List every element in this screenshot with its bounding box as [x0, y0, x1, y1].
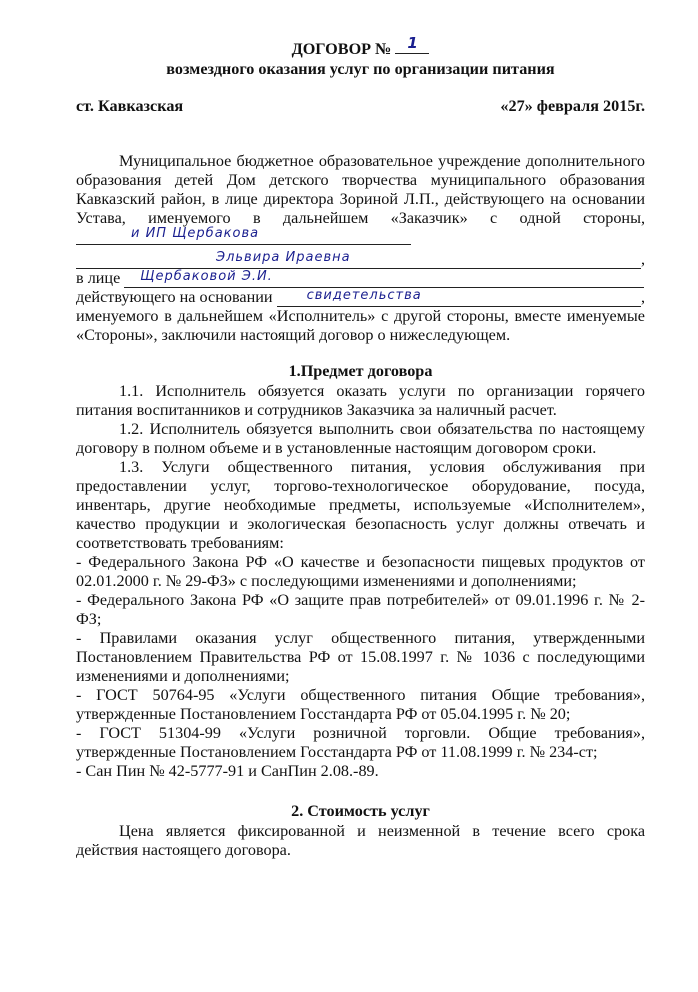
- document-page: [76, 36, 645, 860]
- requirement-item: - Федерального Закона РФ «О качестве и безопасности пищевых продуктов от 02.01.2000 г. № 29-ФЗ» с последующими изменениями и дополнениями;: [76, 553, 645, 590]
- requirement-item: - ГОСТ 50764-95 «Услуги общественного питания Общие требования», утвержденные Постановлением Госстандарта РФ от 05.04.1995 г. № 20;: [76, 686, 645, 723]
- line-4-end: ,: [640, 288, 645, 306]
- requirement-item: - Правилами оказания услуг общественного питания, утвержденными Постановлением Правительства РФ от 15.08.1997 г. № 1036 с последующими изменениями и дополнениями;: [76, 629, 645, 685]
- title-text: ДОГОВОР №: [291, 40, 392, 58]
- document-title: [76, 36, 645, 59]
- contractor-name-handwritten-2: Эльвира Ираевна: [216, 250, 351, 265]
- section-2-title: 2. Стоимость услуг: [291, 802, 430, 820]
- contractor-name-handwritten: и ИП Щербакова: [131, 226, 260, 241]
- document-subtitle: возмездного оказания услуг по организации питания: [166, 60, 555, 78]
- place: ст. Кавказская: [76, 97, 184, 115]
- representative-handwritten: Щербаковой Э.И.: [140, 269, 273, 284]
- representative-label: в лице: [76, 269, 121, 287]
- contractor-name-field: [76, 228, 411, 245]
- spacer: [76, 116, 645, 152]
- clause-1-2: 1.2. Исполнитель обязуется выполнить свои обязательства по настоящему договору в полном объеме и в установленные настоящим договором сроки.: [76, 420, 645, 457]
- clause-2-1: Цена является фиксированной и неизменной в течение всего срока действия настоящего договора.: [76, 822, 645, 859]
- contract-number-field: [395, 36, 429, 54]
- basis-field: [277, 290, 641, 307]
- contract-date: «27» февраля 2015г.: [500, 97, 645, 115]
- section-1-title: 1.Предмет договора: [288, 362, 433, 380]
- place-date-row: [76, 97, 645, 116]
- requirement-item: - ГОСТ 51304-99 «Услуги розничной торговли. Общие требования», утвержденные Постановлением Госстандарта РФ от 11.08.1999 г. № 234-ст;: [76, 724, 645, 761]
- intro-paragraph: [76, 152, 645, 250]
- requirement-item: - Федерального Закона РФ «О защите прав потребителей» от 09.01.1996 г. № 2-ФЗ;: [76, 591, 645, 628]
- requirement-item: - Сан Пин № 42-5777-91 и СанПин 2.08.-89.: [76, 762, 379, 780]
- clause-1-1: 1.1. Исполнитель обязуется оказать услуги по организации горячего питания воспитанников и сотрудников Заказчика за наличный расчет.: [76, 382, 645, 419]
- contract-number-handwritten: 1: [407, 34, 419, 52]
- line-2-end: ,: [640, 250, 645, 268]
- intro-text: Муниципальное бюджетное образовательное учреждение дополнительного образования детей Дом детского творчества муниципального образования Кавказский район, в лице директора Зориной Л.П., действующего на основании Устава, именуемого в дальнейшем «Заказчик» с одной стороны,: [76, 152, 645, 227]
- basis-handwritten: свидетельства: [306, 288, 422, 303]
- basis-label: действующего на основании: [76, 288, 273, 306]
- clause-1-3: 1.3. Услуги общественного питания, условия обслуживания при предоставлении услуг, торгово-технологическое оборудование, посуда, инвентарь, другие необходимые предметы, используемые «Исполнителем», качество продукции и экологическая безопасность услуг должны отвечать и соответствовать требованиям:: [76, 458, 645, 552]
- intro-paragraph-2: именуемого в дальнейшем «Исполнитель» с другой стороны, вместе именуемые «Стороны», заключили настоящий договор о нижеследующем.: [76, 307, 645, 344]
- basis-line: [76, 288, 645, 307]
